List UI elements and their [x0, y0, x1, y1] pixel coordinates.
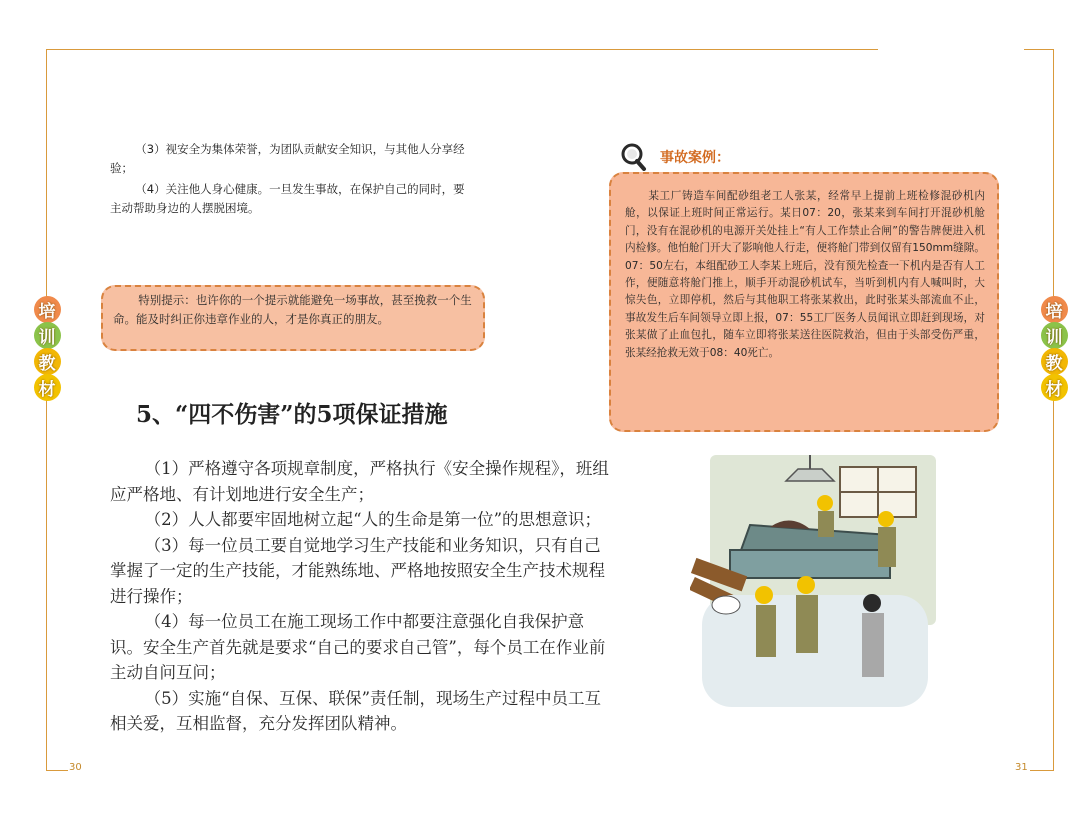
frame-right-top-line [1024, 49, 1054, 50]
intro-list [110, 140, 470, 220]
section-body [110, 456, 616, 737]
side-tab-char: 培 [34, 296, 61, 323]
tip-text: 特别提示：也许你的一个提示就能避免一场事故，甚至挽救一个生命。能及时纠正你违章作业的人，才是你真正的朋友。 [113, 293, 472, 326]
workshop-illustration [690, 455, 936, 710]
intro-item: （4）关注他人身心健康。一旦发生事故，在保护自己的同时，要主动帮助身边的人摆脱困境。 [110, 182, 465, 215]
case-title: 事故案例： [660, 150, 730, 166]
frame-bottom-left-line [46, 770, 68, 771]
case-box [609, 172, 999, 432]
frame-left-line [46, 49, 47, 771]
measure-item: （5）实施“自保、互保、联保”责任制，现场生产过程中员工互相关爱，互相监督，充分发挥团队精神。 [110, 688, 602, 733]
case-text: 某工厂铸造车间配砂组老工人张某，经常早上提前上班检修混砂机内舱，以保证上班时间正常运行。某日07：20，张某来到车间打开混砂机舱门，没有在混砂机的电源开关处挂上“有人工作禁止合闸”的警告牌便进入机内检修。他怕舱门开大了影响他人行走，便将舱门带到仅留有150mm缝隙。07：50左右，本组配砂工人李某上班后，没有预先检查一下机内是否有人工作，便随意将舱门推上，顺手开动混砂机试车，当听到机内有人喊叫时，大惊失色，立即停机，然后与其他职工将张某救出，此时张某头部流血不止，事故发生后车间领导立即上报，07：55工厂医务人员闻讯立即赶到现场，对张某做了止血包扎，随车立即将张某送往医院救治，但由于头部受伤严重，张某经抢救无效于08：40死亡。 [625, 190, 985, 359]
side-tab-char: 教 [1041, 348, 1068, 375]
magnifier-icon [620, 143, 648, 171]
case-heading [620, 143, 730, 171]
frame-bottom-right-line [1030, 770, 1054, 771]
measure-item: （3）每一位员工要自觉地学习生产技能和业务知识，只有自己掌握了一定的生产技能，才能熟练地、严格地按照安全生产技术规程进行操作； [110, 535, 605, 606]
section-title: 5、“四不伤害”的5项保证措施 [136, 401, 448, 428]
frame-right-line [1053, 49, 1054, 771]
page-number-right: 31 [1015, 762, 1028, 773]
side-tab-right [1039, 296, 1069, 400]
side-tab-char: 培 [1041, 296, 1068, 323]
side-tab-char: 训 [1041, 322, 1068, 349]
side-tab-char: 材 [1041, 374, 1068, 401]
side-tab-char: 教 [34, 348, 61, 375]
measure-item: （2）人人都要牢固地树立起“人的生命是第一位”的思想意识； [144, 510, 602, 529]
measure-item: （4）每一位员工在施工现场工作中都要注意强化自我保护意识。安全生产首先就是要求“自己的要求自己管”，每个员工在作业前主动自问互问； [110, 612, 606, 682]
side-tab-char: 训 [34, 322, 61, 349]
side-tab-left [32, 296, 62, 400]
frame-top-line [46, 49, 878, 50]
page-number-left: 30 [69, 762, 82, 773]
tip-box [101, 285, 485, 351]
measure-item: （1）严格遵守各项规章制度，严格执行《安全操作规程》，班组应严格地、有计划地进行安全生产； [110, 459, 609, 504]
intro-item: （3）视安全为集体荣誉，为团队贡献安全知识，与其他人分享经验； [110, 142, 465, 175]
side-tab-char: 材 [34, 374, 61, 401]
